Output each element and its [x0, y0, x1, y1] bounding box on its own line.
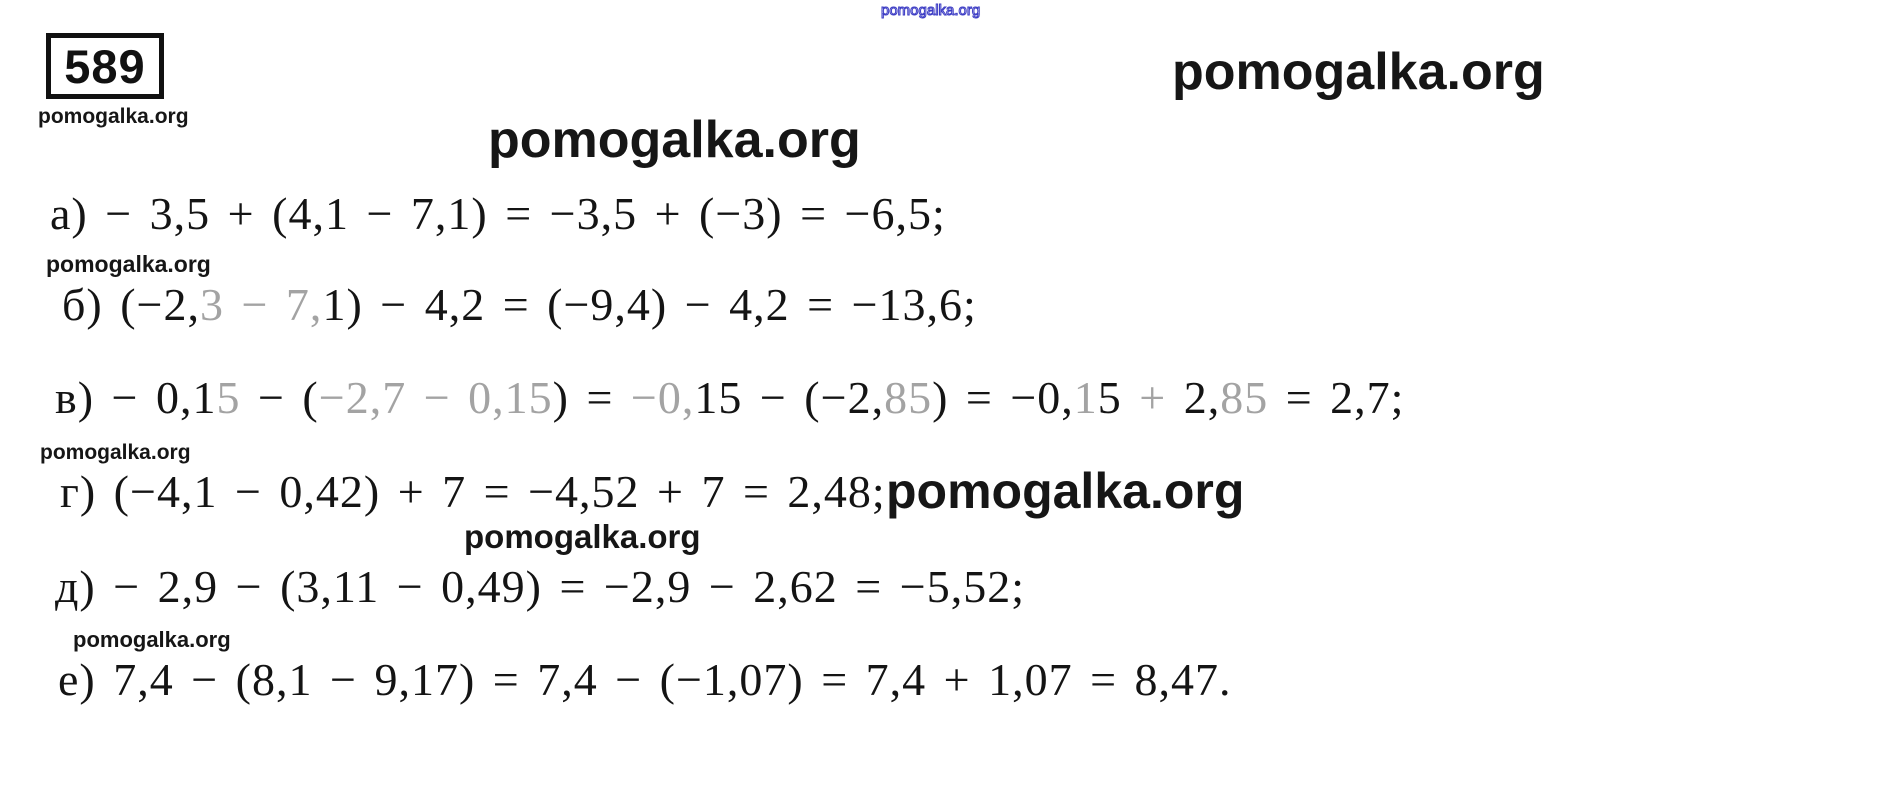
equation-segment: 3 − 7,	[199, 279, 323, 330]
equation-segment: −2,7 − 0,15	[318, 372, 553, 423]
watermark-mid: pomogalka.org	[464, 518, 701, 555]
watermark-top-outline: pomogalka.org	[881, 2, 981, 19]
equation-segment: 2,	[1166, 372, 1221, 423]
equation-segment: +	[1139, 372, 1167, 423]
equation-segment: 85	[1220, 372, 1269, 423]
watermark-inline-line-g: pomogalka.org	[886, 463, 1245, 519]
equation-segment: 85	[884, 372, 933, 423]
equation-segment: 5	[216, 372, 241, 423]
equation-segment: 15 − (−2,	[694, 372, 885, 423]
equation-segment: 5	[1097, 372, 1140, 423]
equation-line-a	[50, 188, 946, 241]
equation-segment: ) =	[552, 372, 631, 423]
equation-segment: в) − 0,1	[55, 372, 217, 423]
equation-line-e	[58, 654, 1232, 707]
equation-segment: 1) − 4,2 = (−9,4) − 4,2 = −13,6;	[322, 279, 977, 330]
equation-segment: г) (−4,1 − 0,42) + 7 = −4,52 + 7 = 2,48;	[60, 466, 886, 517]
problem-number: 589	[64, 39, 146, 93]
equation-segment: 1	[1073, 372, 1098, 423]
equation-line-v	[55, 372, 1404, 425]
equation-segment: б) (−2,	[62, 279, 200, 330]
equation-segment: е) 7,4 − (8,1 − 9,17) = 7,4 − (−1,07) = 7,4 + 1,07 = 8,47.	[58, 654, 1232, 705]
equation-segment: = 2,7;	[1268, 372, 1405, 423]
watermark-above-line-g: pomogalka.org	[40, 441, 191, 464]
watermark-above-line-b: pomogalka.org	[46, 251, 211, 277]
equation-segment: −0,	[630, 372, 695, 423]
watermark-under-problem: pomogalka.org	[38, 105, 189, 128]
watermark-center: pomogalka.org	[488, 111, 861, 169]
equation-line-g	[60, 466, 886, 519]
equation-segment: а) − 3,5 + (4,1 − 7,1) = −3,5 + (−3) = −6,5;	[50, 188, 946, 239]
equation-segment: ) = −0,	[932, 372, 1074, 423]
equation-line-d	[55, 561, 1025, 614]
equation-segment: − (	[240, 372, 319, 423]
problem-number-badge	[46, 33, 164, 99]
equation-line-b	[62, 279, 977, 332]
watermark-above-line-e: pomogalka.org	[73, 627, 231, 652]
watermark-top-right: pomogalka.org	[1172, 43, 1545, 101]
equation-segment: д) − 2,9 − (3,11 − 0,49) = −2,9 − 2,62 = −5,52;	[55, 561, 1025, 612]
